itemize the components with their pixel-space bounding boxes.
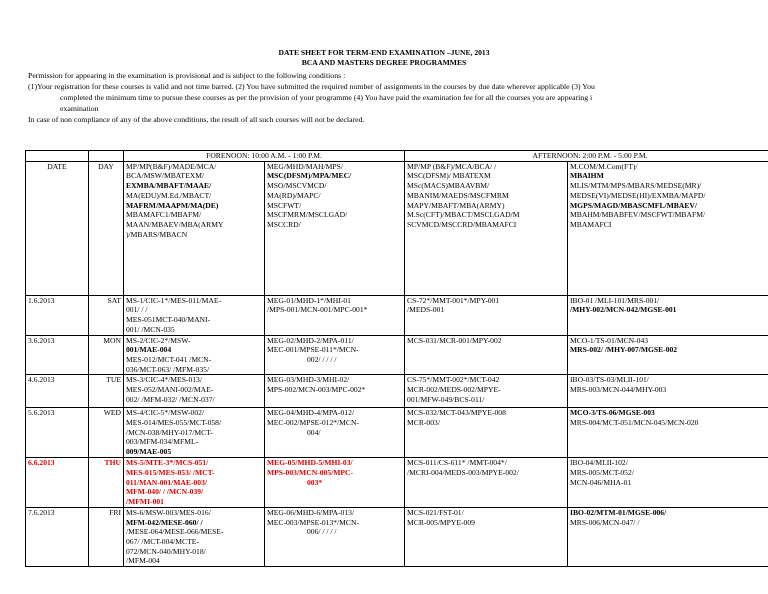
cell-line: MP/MP (B&F)/MCA/BCA/ / <box>407 161 497 171</box>
cell-line: 002/ / / / / <box>307 354 337 364</box>
cell-line: 006/ / / / / <box>307 527 337 537</box>
cell-line: MCS-032/MCT-043/MPYE-008 <box>407 408 506 418</box>
cell-line: )/MBARS/MBACN <box>126 229 188 239</box>
cell-line: MRS-002/ /MHY-007/MGSE-002 <box>570 345 678 355</box>
cell-line: MP/MP(B&F)/MADE/MCA/ <box>126 161 217 171</box>
cell-line: MCR-005/MPYE-009 <box>407 517 475 527</box>
cell-line: MSc(MACS)MBAAVBM/ <box>407 181 490 191</box>
afternoon-courses <box>405 507 568 566</box>
afternoon-courses <box>568 458 768 508</box>
cell-line: MSCFWT/ <box>267 200 302 210</box>
schedule-row <box>26 295 768 335</box>
forenoon-courses <box>265 295 405 335</box>
forenoon-courses <box>265 335 405 375</box>
sheet-title: DATE SHEET FOR TERM-END EXAMINATION –JUNE, 2013 <box>278 48 490 57</box>
cell-line: MRS-003/MCN-044/MHY-003 <box>570 385 667 395</box>
session-row <box>26 151 768 162</box>
cell-line: MCR-002/MEDS-002/MPYE- <box>407 385 501 395</box>
afternoon-courses <box>568 507 768 566</box>
programmes-cell <box>568 161 768 295</box>
cell-line: /MEDS-001 <box>407 305 445 315</box>
afternoon-courses <box>568 408 768 458</box>
afternoon-courses <box>568 295 768 335</box>
cell-line: MES-051MCT-040/MANI- <box>126 315 211 325</box>
cell-line: /MHY-002/MCN-042/MGSE-001 <box>570 305 677 315</box>
cell-line: MCO-1/TS-01/MCN-043 <box>570 335 649 345</box>
cell-line: MEG-01/MHD-1*/MHI-01 <box>267 295 351 305</box>
schedule-row <box>26 408 768 458</box>
forenoon-courses <box>124 375 265 408</box>
exam-day: MON <box>89 335 124 375</box>
programmes-cell <box>124 161 265 295</box>
cell-line: MES-014/MES-055/MCT-058/ <box>126 418 222 428</box>
exam-day: SAT <box>89 295 124 335</box>
cell-line: MBAMAFC1/MBAFM/ <box>126 210 202 220</box>
afternoon-courses <box>405 335 568 375</box>
cell-line: MAAN/MBAEV/MBA(ARMY <box>126 219 224 229</box>
cell-line: MCN-046/MHA-01 <box>570 477 632 487</box>
cell-line: MES-015/MES-053/ /MCT- <box>126 468 215 478</box>
cell-line: MSC(DFSM)/ MBATEXM <box>407 171 491 181</box>
cell-line: MSCCRD/ <box>267 219 301 229</box>
intro-line-1: Permission for appearing in the examination is provisional and is subject to the following conditions : <box>28 71 346 80</box>
cell-line: /MCRI-004/MEDS-003/MPYE-002/ <box>407 468 519 478</box>
cell-line: IBO-02/MTM-01/MGSE-006/ <box>570 507 667 517</box>
cell-line: 011/MAN-001/MAE-003/ <box>126 477 207 487</box>
cell-line: /MFMI-001 <box>126 497 164 507</box>
cell-line: 001/MAE-004 <box>126 345 172 355</box>
cell-line: MCS-021/FST-01/ <box>407 507 464 517</box>
forenoon-courses <box>265 507 405 566</box>
cell-line: MEG-03/MHD-3/MHI-02/ <box>267 375 350 385</box>
cell-line: MGPS/MAGD/MBASCMFL/MBAEV/ <box>570 200 697 210</box>
cell-line: MRS-004/MCT-051/MCN-045/MCN-020 <box>570 418 699 428</box>
exam-day: FRI <box>89 507 124 566</box>
day-column-header: DAY <box>89 161 124 295</box>
exam-date: 1.6.2013 <box>26 295 89 335</box>
cell-line: MEG-06/MHD-6/MPA-013/ <box>267 507 355 517</box>
cell-line: /MPS-001/MCN-001/MPC-001* <box>267 305 368 315</box>
cell-line: MSO/MSCVMCD/ <box>267 181 327 191</box>
cell-line: /MESE-064/MESE-066/MESE- <box>126 527 224 537</box>
exam-date: 3.6.2013 <box>26 335 89 375</box>
schedule-row <box>26 335 768 375</box>
cell-line: /MCN-038/MHY-017/MCT- <box>126 427 213 437</box>
cell-line: MEDSE(VI)/MEDSE(HI)/EXMBA/MAPD/ <box>570 190 706 200</box>
cell-line: MCS-031/MCR-001/MPY-002 <box>407 335 502 345</box>
cell-line: MA(RD)/MAPC/ <box>267 190 321 200</box>
forenoon-courses <box>265 458 405 508</box>
exam-date: 7.6.2013 <box>26 507 89 566</box>
exam-date: 4.6.2013 <box>26 375 89 408</box>
afternoon-courses <box>405 295 568 335</box>
forenoon-courses <box>124 335 265 375</box>
intro-line-2: (1)Your registration for these courses is valid and not time barred. (2) You have submitted the required number of assignments in the courses by due date wherever applicable (3) You <box>28 82 595 91</box>
cell-line: MSCFMRM/MSCLGAD/ <box>267 210 348 220</box>
cell-line: MES-052/MANI-002/MAE- <box>126 385 214 395</box>
cell-line: 001/ /MCN-035 <box>126 324 175 334</box>
cell-line: MBAMAFCI <box>570 219 612 229</box>
cell-line: MCO-3/TS-06/MGSE-003 <box>570 408 655 418</box>
cell-line: MPS-003/MCN-005/MPC- <box>267 468 354 478</box>
cell-line: MFM-042/MESE-060/ / <box>126 517 203 527</box>
forenoon-courses <box>124 295 265 335</box>
intro-line-4-text: examination <box>60 104 99 113</box>
cell-line: MCR-003/ <box>407 418 440 428</box>
cell-line: MES-012/MCT-041 /MCN- <box>126 354 212 364</box>
afternoon-courses <box>568 375 768 408</box>
cell-line: 004/ <box>307 427 321 437</box>
cell-line: MRS-006/MCN-047/ / <box>570 517 640 527</box>
cell-line: MS-5/MTE-3*/MCS-051/ <box>126 458 209 468</box>
afternoon-courses <box>405 408 568 458</box>
cell-line: BCA/MSW/MBATEXM/ <box>126 171 205 181</box>
schedule-body <box>26 295 768 566</box>
intro-line-4 <box>28 104 768 115</box>
schedule-row <box>26 458 768 508</box>
cell-line: MA(EDU)/M.Ed./MBACT/ <box>126 190 212 200</box>
afternoon-courses <box>568 335 768 375</box>
cell-line: 067/ /MCT-004/MCTE- <box>126 536 199 546</box>
cell-line: MEG-05/MHD-5/MHI-03/ <box>267 458 353 468</box>
exam-day: TUE <box>89 375 124 408</box>
programmes-cell <box>405 161 568 295</box>
cell-line: 009/MAE-005 <box>126 447 172 457</box>
cell-line: MPS-002/MCN-003/MPC-002* <box>267 385 366 395</box>
programmes-row <box>26 161 768 295</box>
cell-line: MS-4/CIC-5*/MSW-002/ <box>126 408 205 418</box>
forenoon-courses <box>265 408 405 458</box>
cell-line: MS-3/CIC-4*/MES-013/ <box>126 375 202 385</box>
cell-line: IBO-01 /MLI-101/MRS-001/ <box>570 295 660 305</box>
cell-line: 036/MCT-063/ /MFM-035/ <box>126 364 210 374</box>
cell-line: MEC-001/MPSE-011*/MCN- <box>267 345 359 355</box>
intro-line-3 <box>28 93 768 104</box>
cell-line: IBO-03/TS-03/MLII-101/ <box>570 375 649 385</box>
cell-line: MEG/MHD/MAH/MPS/ <box>267 161 343 171</box>
cell-line: /MFM-004 <box>126 556 160 566</box>
cell-line: 072/MCN-040/MHY-018/ <box>126 546 206 556</box>
afternoon-courses <box>405 375 568 408</box>
cell-line: MS-6/MSW-003/MES-016/ <box>126 507 211 517</box>
session-blank-date <box>26 151 89 162</box>
forenoon-courses <box>124 458 265 508</box>
cell-line: MFM-040/ / /MCN-039/ <box>126 487 204 497</box>
exam-date: 6.6.2013 <box>26 458 89 508</box>
cell-line: EXMBA/MBAFT/MAAE/ <box>126 181 212 191</box>
exam-date: 5.6.2013 <box>26 408 89 458</box>
cell-line: 003* <box>307 477 323 487</box>
cell-line: MLIS/MTM/MPS/MBARS/MEDSE(MR)/ <box>570 181 702 191</box>
cell-line: MCS-011/CS-611* /MMT-004*/ <box>407 458 507 468</box>
cell-line: 001/ / / <box>126 305 148 315</box>
cell-line: M.COM/M.Com(FT)/ <box>570 161 638 171</box>
sheet-subtitle: BCA AND MASTERS DEGREE PROGRAMMES <box>301 58 467 67</box>
cell-line: MSC(DFSM)/MPA/MEC/ <box>267 171 352 181</box>
date-column-header: DATE <box>26 161 89 295</box>
session-blank-day <box>89 151 124 162</box>
date-sheet-table <box>25 150 768 567</box>
cell-line: IBO-04/MLII-102/ <box>570 458 628 468</box>
cell-line: MEG-04/MHD-4/MPA-012/ <box>267 408 355 418</box>
forenoon-header: FORENOON: 10:00 A.M. - 1:00 P.M. <box>124 151 405 162</box>
exam-day: WED <box>89 408 124 458</box>
forenoon-courses <box>124 408 265 458</box>
cell-line: MS-1/CIC-1*/MES-011/MAE- <box>126 295 222 305</box>
cell-line: MEC-002/MPSE-012*/MCN- <box>267 418 359 428</box>
cell-line: CS-75*/MMT-002*/MCT-042 <box>407 375 500 385</box>
forenoon-courses <box>124 507 265 566</box>
afternoon-header: AFTERNOON: 2:00 P.M. - 5:00 P.M. <box>405 151 768 162</box>
cell-line: MEG-02/MHD-2/MPA-011/ <box>267 335 354 345</box>
exam-day: THU <box>89 458 124 508</box>
cell-line: MEC-003/MPSE-013*/MCN- <box>267 517 359 527</box>
cell-line: MAPY/MBAFT/MBA(ARMY) <box>407 200 505 210</box>
cell-line: CS-72*/MMT-001*/MPY-001 <box>407 295 500 305</box>
intro-line-5: In case of non compliance of any of the above conditions, the result of all such courses will not be declared. <box>28 115 365 124</box>
cell-line: SCVMCD/MSCCRD/MBAMAFCI <box>407 219 517 229</box>
cell-line: 003/MFM-034/MFML- <box>126 437 199 447</box>
cell-line: MAFRM/MAAPM/MA(DE) <box>126 200 219 210</box>
afternoon-courses <box>405 458 568 508</box>
cell-line: 001/MFW-049/BCS-011/ <box>407 394 485 404</box>
cell-line: MRS-005/MCT-052/ <box>570 468 634 478</box>
schedule-row <box>26 507 768 566</box>
cell-line: MBAHM/MBABFEV/MSCFWT/MBAFM/ <box>570 210 706 220</box>
cell-line: MS-2/CIC-2*/MSW- <box>126 335 191 345</box>
forenoon-courses <box>265 375 405 408</box>
cell-line: MBANIM/MAEDS/MSCFMRM <box>407 190 509 200</box>
schedule-row <box>26 375 768 408</box>
intro-line-3-text: completed the minimum time to pursue these courses as per the provision of your programme (4) You have paid the examination fee for all the courses you are appearing i <box>60 93 593 102</box>
cell-line: MBAIHM <box>570 171 604 181</box>
programmes-cell <box>265 161 405 295</box>
cell-line: M.Sc(CFT)/MBACT/MSCLGAD/M <box>407 210 520 220</box>
cell-line: 002/ /MFM-032/ /MCN-037/ <box>126 394 215 404</box>
